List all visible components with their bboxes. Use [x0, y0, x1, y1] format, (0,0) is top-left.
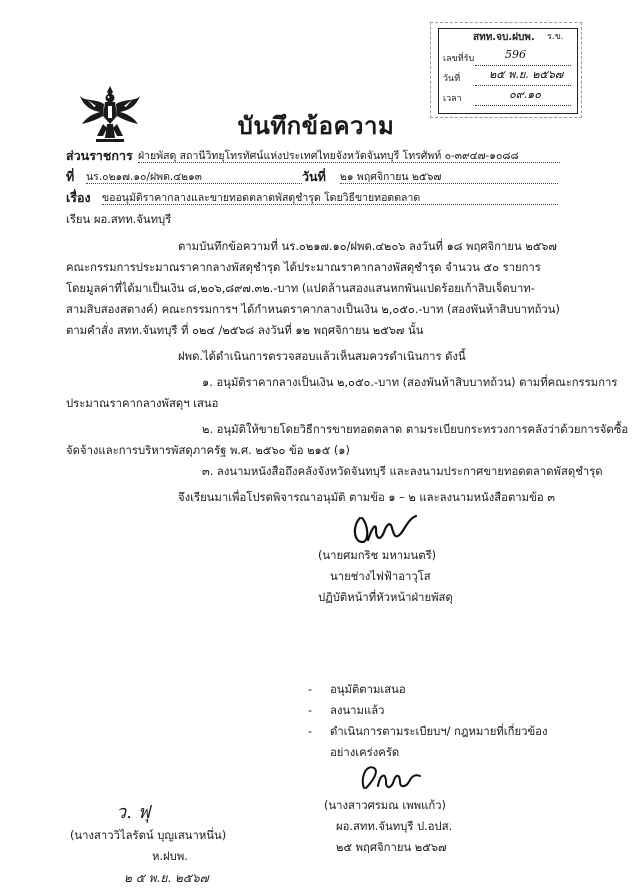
stamp-date-label: วันที่ [443, 74, 461, 84]
signer-1-position: นายช่างไฟฟ้าอาวุโส [330, 570, 431, 583]
signature-1 [346, 508, 424, 548]
order-item: ลงนามแล้ว [330, 704, 385, 717]
item-2-line: ๒. อนุมัติให้ขายโดยวิธีการขายทอดตลาด ตามระเบียบกระทรวงการคลังว่าด้วยการจัดซื้อ [202, 423, 629, 436]
body-line: คณะกรรมการประมาณราคากลางพัสดุชำรุด ได้ประมาณราคากลางพัสดุชำรุด จำนวน ๕๐ รายการ [66, 261, 541, 274]
body-line: ฝพด.ได้ดำเนินการตรวจสอบแล้วเห็นสมควรดำเนินการ ดังนี้ [178, 350, 466, 363]
body-line: ตามคำสั่ง สทท.จันทบุรี ที่ ๐๒๔ /๒๕๖๘ ลงวันที่ ๑๒ พฤศจิกายน ๒๕๖๗ นั้น [66, 324, 424, 337]
signer-3-position: ห.ฝบพ. [152, 850, 188, 863]
signature-2 [356, 758, 426, 798]
date-label: วันที่ [302, 169, 326, 184]
body-line: สามสิบสองสตางค์) คณะกรรมการฯ ได้กำหนดราคากลางเป็นเงิน ๒,๐๕๐.-บาท (สองพันห้าสิบบาทถ้วน) [66, 303, 560, 316]
stamp-suffix: ร.ข. [547, 32, 564, 42]
signer-1-name: (นายศมกริช มหามนตรี) [318, 549, 437, 562]
stamp-date: ๒๕ พ.ย. ๒๕๖๗ [489, 68, 564, 81]
stamp-receive-no-label: เลขที่รับ [443, 54, 475, 64]
order-item: อย่างเคร่งครัด [330, 746, 400, 759]
received-stamp [438, 28, 578, 114]
body-line: ตามบันทึกข้อความที่ นร.๐๒๑๗.๑๐/ฝพด.๔๒๐๖ ลงวันที่ ๑๘ พฤศจิกายน ๒๕๖๗ [178, 240, 557, 253]
order-bullet: - [308, 683, 313, 696]
agency-label: ส่วนราชการ [66, 148, 133, 163]
date-value: ๒๑ พฤศจิกายน ๒๕๖๗ [340, 172, 558, 184]
order-bullet: - [308, 725, 313, 738]
order-bullet: - [308, 704, 313, 717]
agency-value: ฝ่ายพัสดุ สถานีวิทยุโทรทัศน์แห่งประเทศไทยจังหวัดจันทบุรี โทรศัพท์ ๐-๓๙๔๗-๑๐๘๘ [138, 151, 560, 163]
signer-3-initial: ว. ฟุ [116, 802, 151, 823]
signer-1-acting: ปฏิบัติหน้าที่หัวหน้าฝ่ายพัสดุ [318, 591, 453, 604]
subject-label: เรื่อง [66, 190, 91, 205]
ref-value: นร.๐๒๑๗.๑๐/ฝพด.๔๒๑๓ [86, 172, 302, 184]
order-item: อนุมัติตามเสนอ [330, 683, 406, 696]
ref-label: ที่ [66, 169, 75, 184]
item-1-line: ๑. อนุมัติราคากลางเป็นเงิน ๒,๐๕๐.-บาท (สองพันห้าสิบบาทถ้วน) ตามที่คณะกรรมการ [202, 376, 618, 389]
closing-line: จึงเรียนมาเพื่อโปรดพิจารณาอนุมัติ ตามข้อ ๑ – ๒ และลงนามหนังสือตามข้อ ๓ [178, 491, 555, 504]
item-3-line: ๓. ลงนามหนังสือถึงคลังจังหวัดจันทบุรี และลงนามประกาศขายทอดตลาดพัสดุชำรุด [202, 465, 603, 478]
signer-2-position: ผอ.สทท.จันทบุรี ป.อปส. [336, 820, 453, 833]
body-line: โดยมูลค่าที่ได้มาเป็นเงิน ๘,๒๐๖,๘๙๗.๓๒.-บาท (แปดล้านสองแสนหกพันแปดร้อยเก้าสิบเจ็ดบาท- [66, 282, 535, 295]
stamp-time: ๐๙.๑๐ [509, 88, 541, 101]
signer-3-name: (นางสาววิไลรัตน์ บุญเสนาหนึ่น) [70, 829, 227, 842]
signer-2-name: (นางสาวศรมณ เพพแก้ว) [324, 799, 446, 812]
item-1-line: ประมาณราคากลางพัสดุฯ เสนอ [66, 397, 219, 410]
salutation: เรียน ผอ.สทท.จันทบุรี [66, 213, 172, 226]
stamp-time-label: เวลา [443, 94, 462, 104]
signer-2-date: ๒๕ พฤศจิกายน ๒๕๖๗ [336, 841, 447, 854]
signer-3-date: ๒ ๕ พ.ย. ๒๕๖๗ [124, 871, 209, 885]
stamp-agency: สทท.จบ.ฝบพ. [473, 32, 535, 43]
memo-title: บันทึกข้อความ [237, 112, 395, 140]
item-2-line: จัดจ้างและการบริหารพัสดุภาครัฐ พ.ศ. ๒๕๖๐ ข้อ ๒๑๕ (๑) [66, 444, 350, 457]
subject-value: ขออนุมัติราคากลางและขายทอดตลาดพัสดุชำรุด โดยวิธีขายทอดตลาด [102, 193, 558, 205]
stamp-receive-no: 596 [505, 48, 526, 61]
order-item: ดำเนินการตามระเบียบฯ/ กฎหมายที่เกี่ยวข้อง [330, 725, 548, 738]
